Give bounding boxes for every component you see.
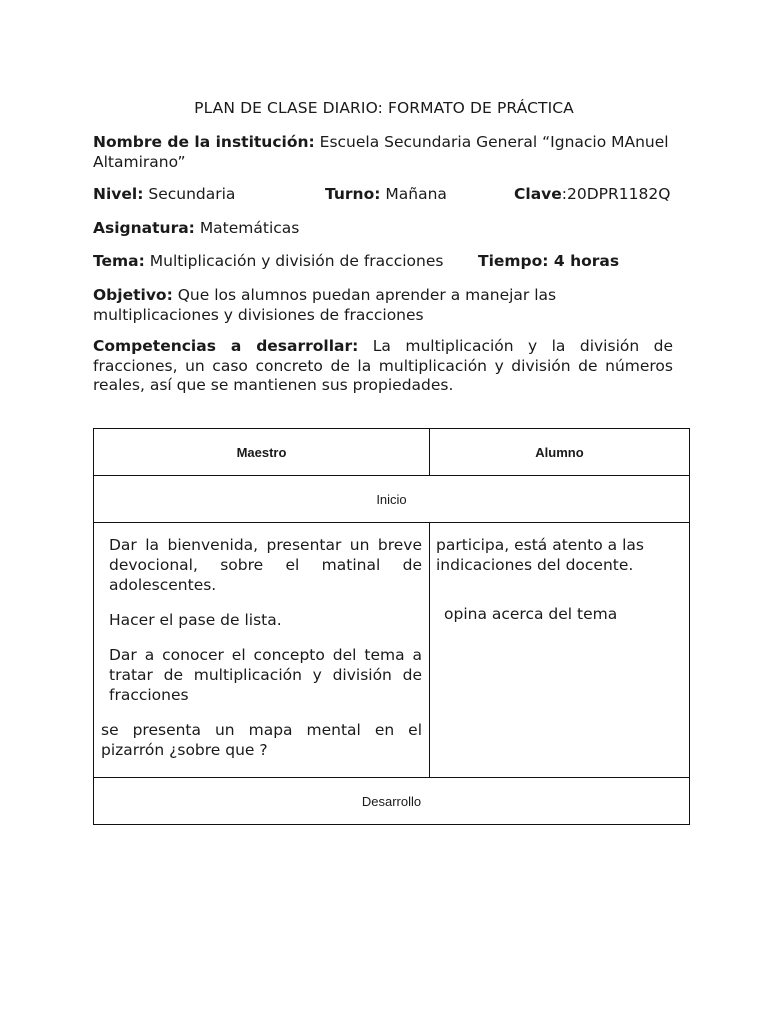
section-row-inicio	[94, 476, 690, 523]
tema-label: Tema:	[93, 252, 145, 270]
objetivo-value: Que los alumnos puedan aprender a manejar las multiplicaciones y divisiones de fracciones	[93, 286, 557, 324]
col-header-alumno: Alumno	[430, 429, 690, 476]
maestro-item: Dar la bienvenida, presentar un breve devocional, sobre el matinal de adolescentes.	[109, 536, 422, 594]
turno-value: Mañana	[385, 185, 447, 203]
maestro-item: Hacer el pase de lista.	[109, 611, 282, 629]
asignatura-label: Asignatura:	[93, 219, 195, 237]
clave-value: 20DPR1182Q	[567, 185, 671, 203]
institution-value: Escuela Secundaria General “Ignacio MAnuel Altamirano”	[93, 133, 669, 171]
section-desarrollo: Desarrollo	[94, 778, 690, 825]
section-inicio: Inicio	[94, 476, 690, 523]
alumno-item: opina acerca del tema	[444, 605, 618, 623]
maestro-cell	[94, 523, 430, 778]
section-row-desarrollo	[94, 778, 690, 825]
clave-label: Clave	[514, 185, 562, 203]
objetivo-line	[93, 286, 675, 325]
competencias-value: La multiplicación y la división de fracciones, un caso concreto de la multiplicación y división de números reales, así que se mantienen sus propiedades.	[93, 337, 673, 394]
nivel-label: Nivel:	[93, 185, 144, 203]
asignatura-value: Matemáticas	[199, 219, 300, 237]
maestro-item: se presenta un mapa mental en el pizarrón ¿sobre que ?	[101, 721, 422, 759]
table-row	[94, 523, 690, 778]
document-title: PLAN DE CLASE DIARIO: FORMATO DE PRÁCTICA	[194, 99, 574, 117]
institution-label: Nombre de la institución:	[93, 133, 315, 151]
tema-value: Multiplicación y división de fracciones	[149, 252, 444, 270]
turno-label: Turno:	[325, 185, 381, 203]
tema-line	[93, 252, 675, 272]
alumno-cell	[430, 523, 690, 778]
col-header-maestro: Maestro	[94, 429, 430, 476]
alumno-item: participa, está atento a las indicaciones del docente.	[436, 536, 644, 574]
objetivo-label: Objetivo:	[93, 286, 173, 304]
maestro-item: Dar a conocer el concepto del tema a tratar de multiplicación y división de fracciones	[109, 646, 422, 704]
table-header-row	[94, 429, 690, 476]
turno-field	[325, 185, 447, 205]
tiempo-label: Tiempo: 4 horas	[478, 252, 620, 270]
competencias-line	[93, 337, 673, 396]
class-plan-table	[93, 428, 690, 825]
asignatura-line	[93, 219, 675, 239]
nivel-value: Secundaria	[148, 185, 236, 203]
institution-line	[93, 133, 675, 172]
clave-field: Clave:20DPR1182Q	[514, 185, 671, 203]
nivel-field	[93, 185, 235, 205]
competencias-label: Competencias a desarrollar:	[93, 337, 359, 355]
